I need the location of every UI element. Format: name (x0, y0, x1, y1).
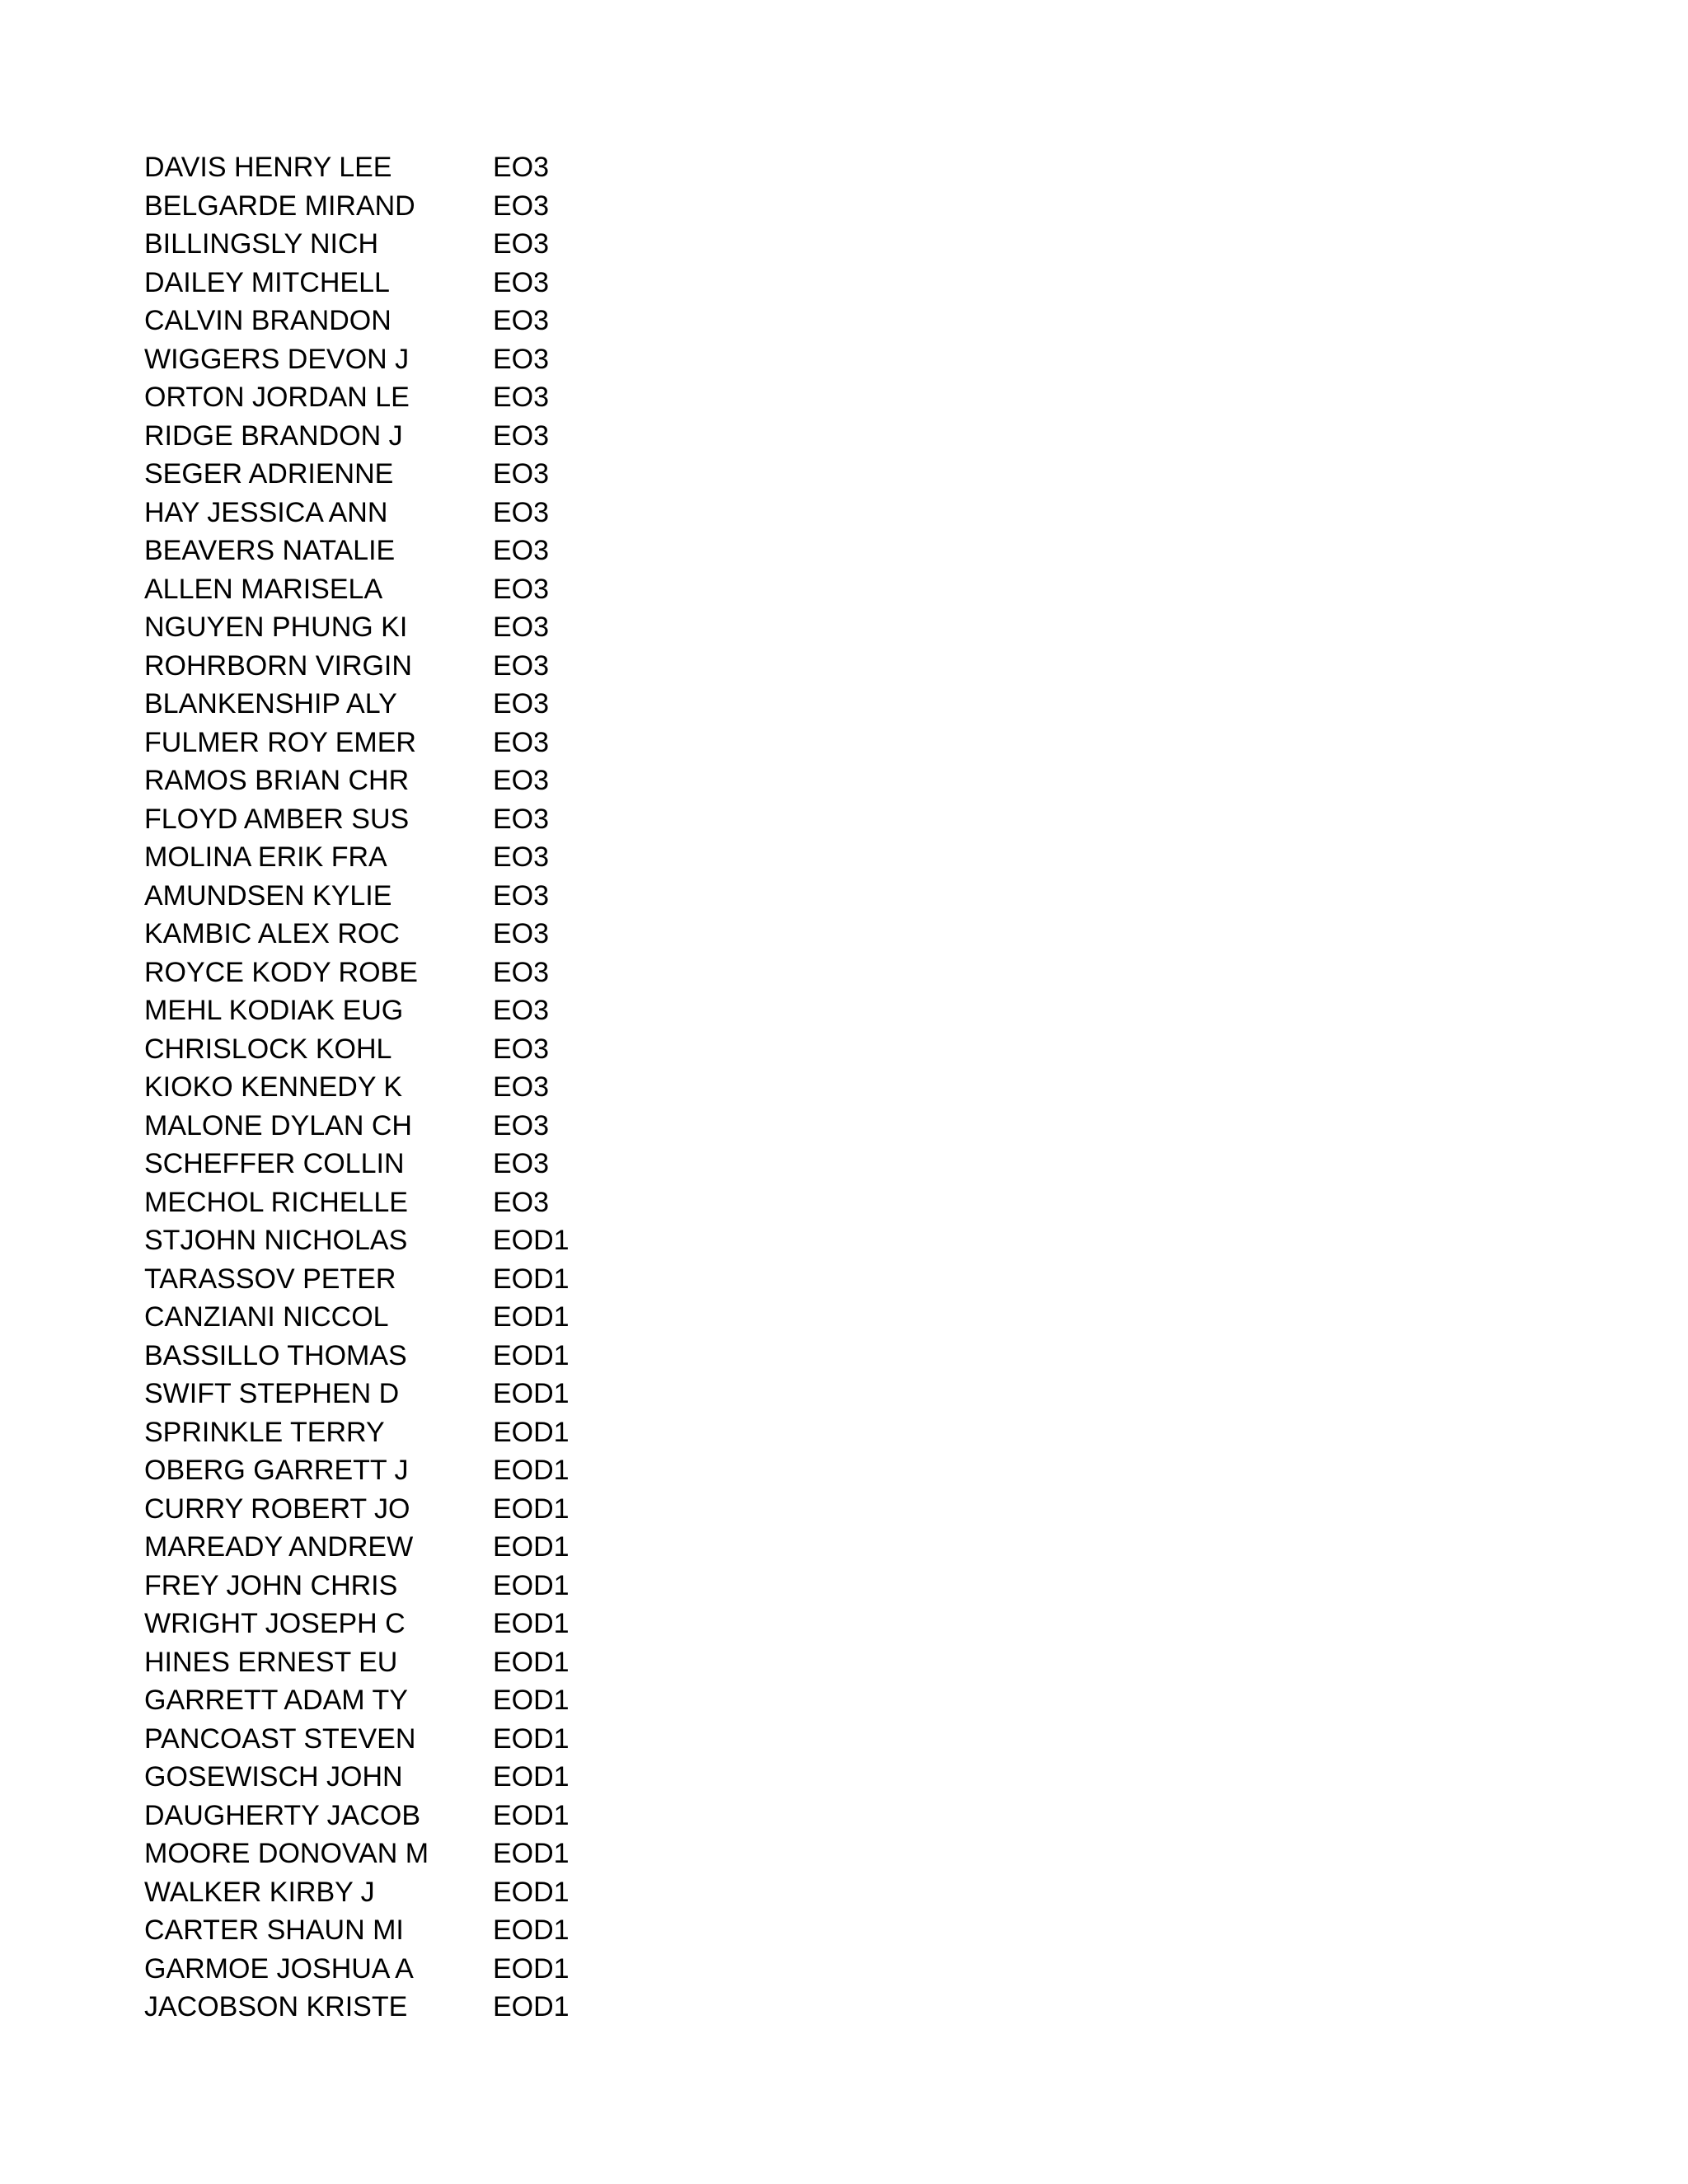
member-name: GARMOE JOSHUA A (144, 1952, 414, 1985)
roster-row (144, 417, 721, 456)
member-rate: EOD1 (493, 1799, 570, 1831)
roster-row (144, 1681, 721, 1720)
member-name: CANZIANI NICCOL (144, 1301, 389, 1333)
roster-row (144, 1528, 721, 1567)
roster-row (144, 1375, 721, 1413)
member-name: CARTER SHAUN MI (144, 1915, 404, 1946)
member-rate: EO3 (493, 266, 550, 298)
roster-row (144, 1758, 721, 1797)
member-name: WRIGHT JOSEPH C (144, 1608, 406, 1639)
member-rate: EO3 (493, 918, 550, 949)
member-name: GARRETT ADAM TY (144, 1685, 408, 1716)
member-rate: EOD1 (493, 1952, 570, 1985)
member-name: DAVIS HENRY LEE (144, 152, 392, 183)
roster-row (144, 1030, 721, 1069)
member-name: FLOYD AMBER SUS (144, 803, 410, 835)
member-rate: EOD1 (493, 1876, 570, 1908)
roster-row (144, 1720, 721, 1759)
member-name: MALONE DYLAN CH (144, 1109, 412, 1141)
member-name: WALKER KIRBY J (144, 1876, 375, 1908)
member-name: RAMOS BRIAN CHR (144, 765, 410, 796)
member-rate: EO3 (493, 343, 550, 375)
member-rate: EOD1 (493, 1263, 570, 1295)
member-rate: EO3 (493, 535, 550, 566)
member-rate: EOD1 (493, 1378, 570, 1409)
roster-row (144, 225, 721, 264)
member-rate: EO3 (493, 649, 550, 682)
member-rate: EOD1 (493, 1339, 570, 1371)
member-name: AMUNDSEN KYLIE (144, 879, 392, 912)
member-rate: EO3 (493, 688, 550, 719)
roster-row (144, 724, 721, 762)
roster-row (144, 1490, 721, 1529)
member-rate: EOD1 (493, 1685, 570, 1716)
member-name: BLANKENSHIP ALY (144, 688, 397, 719)
roster-row (144, 762, 721, 800)
member-rate: EOD1 (493, 1531, 570, 1563)
roster-row (144, 1797, 721, 1835)
roster-row (144, 302, 721, 340)
member-name: BASSILLO THOMAS (144, 1339, 407, 1371)
member-rate: EOD1 (493, 1838, 570, 1869)
member-name: NGUYEN PHUNG KI (144, 612, 408, 643)
roster-row (144, 1950, 721, 1989)
member-name: KIOKO KENNEDY K (144, 1071, 403, 1103)
member-name: ROHRBORN VIRGIN (144, 649, 412, 682)
roster-row (144, 1835, 721, 1873)
member-name: CALVIN BRANDON (144, 305, 392, 336)
member-rate: EO3 (493, 382, 550, 413)
roster-row (144, 954, 721, 992)
member-name: ORTON JORDAN LE (144, 382, 410, 413)
member-name: BEAVERS NATALIE (144, 535, 396, 566)
member-rate: EOD1 (493, 1761, 570, 1793)
member-name: RIDGE BRANDON J (144, 419, 403, 452)
member-name: BELGARDE MIRAND (144, 190, 415, 222)
member-name: SEGER ADRIENNE (144, 458, 394, 490)
roster-row (144, 455, 721, 494)
roster-row (144, 991, 721, 1030)
roster-row (144, 838, 721, 877)
roster-row (144, 494, 721, 532)
roster-row (144, 340, 721, 379)
member-name: TARASSOV PETER (144, 1263, 396, 1295)
member-name: ALLEN MARISELA (144, 573, 383, 605)
member-name: MECHOL RICHELLE (144, 1186, 408, 1218)
member-rate: EO3 (493, 803, 550, 835)
roster-row (144, 378, 721, 417)
roster-row (144, 1145, 721, 1183)
member-name: OBERG GARRETT J (144, 1455, 409, 1486)
member-name: SWIFT STEPHEN D (144, 1378, 400, 1409)
member-rate: EOD1 (493, 1493, 570, 1525)
member-name: BILLINGSLY NICH (144, 228, 379, 260)
roster-row (144, 1911, 721, 1950)
roster-row (144, 1567, 721, 1605)
member-rate: EO3 (493, 995, 550, 1026)
member-rate: EOD1 (493, 1991, 570, 2022)
roster-row (144, 608, 721, 647)
member-name: ROYCE KODY ROBE (144, 956, 418, 988)
member-rate: EOD1 (493, 1722, 570, 1755)
roster-row (144, 1221, 721, 1260)
member-rate: EOD1 (493, 1646, 570, 1678)
member-rate: EO3 (493, 419, 550, 452)
member-rate: EO3 (493, 1186, 550, 1218)
roster-row (144, 685, 721, 724)
member-rate: EO3 (493, 496, 550, 528)
roster-row (144, 915, 721, 954)
member-rate: EO3 (493, 612, 550, 643)
member-rate: EO3 (493, 305, 550, 336)
member-rate: EO3 (493, 1109, 550, 1141)
member-rate: EOD1 (493, 1225, 570, 1256)
member-name: MOORE DONOVAN M (144, 1838, 429, 1869)
member-rate: EOD1 (493, 1455, 570, 1486)
member-name: CHRISLOCK KOHL (144, 1033, 392, 1065)
roster-row (144, 1260, 721, 1299)
roster-row (144, 264, 721, 302)
roster-row (144, 1413, 721, 1452)
member-rate: EOD1 (493, 1416, 570, 1448)
member-name: GOSEWISCH JOHN (144, 1761, 403, 1793)
member-rate: EO3 (493, 152, 550, 183)
member-name: STJOHN NICHOLAS (144, 1225, 408, 1256)
roster-row (144, 1643, 721, 1682)
member-name: CURRY ROBERT JO (144, 1493, 410, 1525)
member-name: DAILEY MITCHELL (144, 266, 390, 298)
member-name: MOLINA ERIK FRA (144, 841, 387, 873)
member-rate: EO3 (493, 879, 550, 912)
roster-list (144, 148, 721, 2027)
member-rate: EOD1 (493, 1915, 570, 1946)
member-name: WIGGERS DEVON J (144, 343, 410, 375)
member-name: SPRINKLE TERRY (144, 1416, 385, 1448)
member-rate: EO3 (493, 228, 550, 260)
member-name: MEHL KODIAK EUG (144, 995, 404, 1026)
member-rate: EO3 (493, 726, 550, 758)
roster-row (144, 1605, 721, 1643)
roster-row (144, 1107, 721, 1146)
member-rate: EOD1 (493, 1608, 570, 1639)
roster-row (144, 1298, 721, 1337)
member-rate: EO3 (493, 1033, 550, 1065)
member-rate: EOD1 (493, 1301, 570, 1333)
roster-row (144, 1183, 721, 1222)
roster-row (144, 1337, 721, 1376)
roster-row (144, 647, 721, 686)
member-name: MAREADY ANDREW (144, 1531, 414, 1563)
member-name: PANCOAST STEVEN (144, 1722, 416, 1755)
roster-row (144, 800, 721, 839)
roster-row (144, 532, 721, 570)
member-name: KAMBIC ALEX ROC (144, 918, 400, 949)
member-name: HAY JESSICA ANN (144, 496, 388, 528)
member-name: HINES ERNEST EU (144, 1646, 398, 1678)
member-rate: EO3 (493, 1148, 550, 1179)
roster-row (144, 1451, 721, 1490)
roster-row (144, 1068, 721, 1107)
member-name: FULMER ROY EMER (144, 726, 416, 758)
member-rate: EO3 (493, 1071, 550, 1103)
member-rate: EO3 (493, 765, 550, 796)
member-rate: EO3 (493, 458, 550, 490)
member-name: DAUGHERTY JACOB (144, 1799, 421, 1831)
member-rate: EO3 (493, 841, 550, 873)
roster-row (144, 1988, 721, 2027)
member-name: JACOBSON KRISTE (144, 1991, 408, 2022)
roster-row (144, 148, 721, 187)
member-rate: EO3 (493, 573, 550, 605)
member-name: SCHEFFER COLLIN (144, 1148, 405, 1179)
member-rate: EO3 (493, 190, 550, 222)
roster-row (144, 877, 721, 916)
member-name: FREY JOHN CHRIS (144, 1569, 398, 1601)
roster-row (144, 187, 721, 226)
roster-row (144, 570, 721, 609)
roster-row (144, 1873, 721, 1912)
member-rate: EO3 (493, 956, 550, 988)
member-rate: EOD1 (493, 1569, 570, 1601)
